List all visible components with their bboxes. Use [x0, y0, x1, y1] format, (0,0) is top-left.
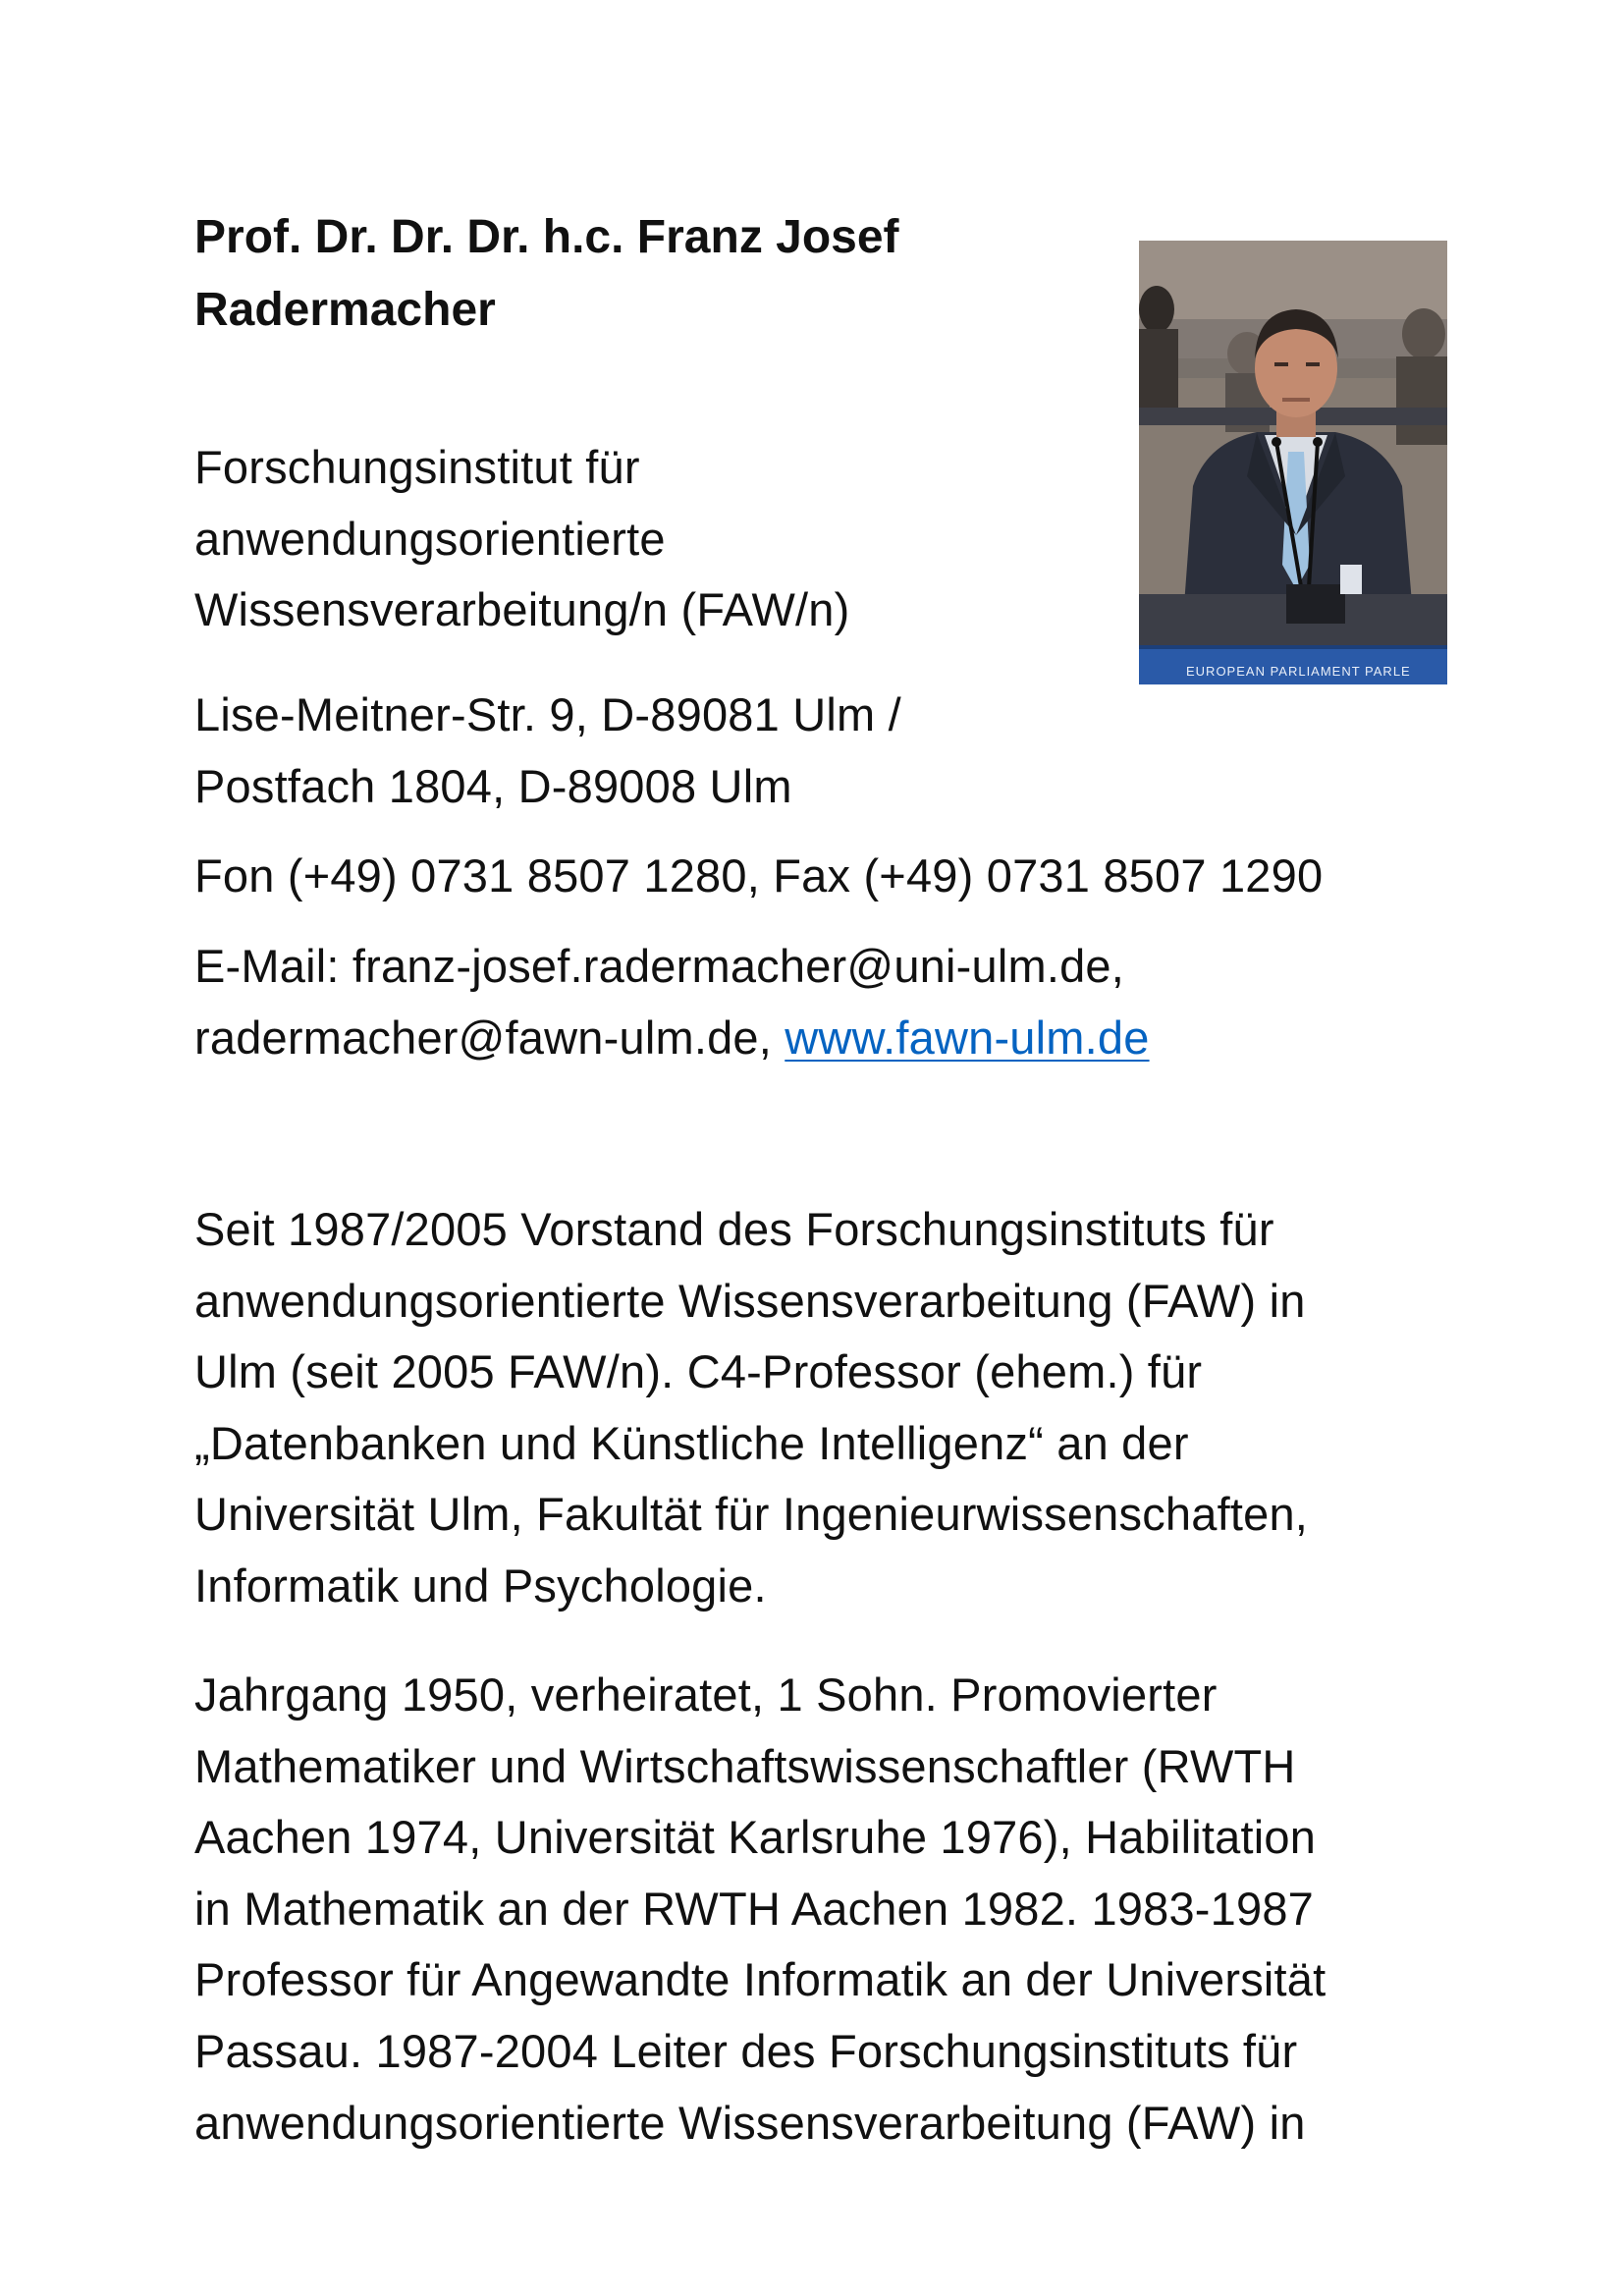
bio-line: anwendungsorientierte Wissensverarbeitung (FAW) in — [194, 2096, 1306, 2149]
address-line: Postfach 1804, D-89008 Ulm — [194, 759, 792, 812]
institute-line: Wissensverarbeitung/n (FAW/n) — [194, 583, 850, 636]
email-block — [194, 931, 1490, 1073]
portrait-illustration — [1139, 241, 1447, 684]
phone-fax-line — [194, 841, 1490, 912]
address-line: Lise-Meitner-Str. 9, D-89081 Ulm / — [194, 688, 901, 740]
bio-paragraph-1 — [194, 1194, 1471, 1622]
website-link[interactable]: www.fawn-ulm.de — [785, 1011, 1150, 1064]
bio-line: anwendungsorientierte Wissensverarbeitung (FAW) in — [194, 1274, 1306, 1327]
bio-line: Ulm (seit 2005 FAW/n). C4-Professor (ehem.) für — [194, 1345, 1203, 1398]
bio-line: Aachen 1974, Universität Karlsruhe 1976), Habilitation — [194, 1811, 1317, 1864]
bio-line: Passau. 1987-2004 Leiter des Forschungsinstituts für — [194, 2024, 1298, 2077]
bio-line: Jahrgang 1950, verheiratet, 1 Sohn. Promovierter — [194, 1668, 1218, 1721]
institute-line: anwendungsorientierte — [194, 512, 666, 565]
bio-line: Universität Ulm, Fakultät für Ingenieurwissenschaften, — [194, 1488, 1309, 1541]
name-line: Prof. Dr. Dr. Dr. h.c. Franz Josef — [194, 211, 899, 263]
photo-banner-text: EUROPEAN PARLIAMENT PARLE — [1186, 664, 1411, 679]
bio-paragraph-2 — [194, 1660, 1471, 2159]
bio-line: Professor für Angewandte Informatik an der Universität — [194, 1953, 1326, 2006]
institute-line: Forschungsinstitut für — [194, 441, 640, 493]
bio-line: in Mathematik an der RWTH Aachen 1982. 1983-1987 — [194, 1882, 1315, 1935]
address-block — [194, 680, 1078, 822]
email-secondary: radermacher@fawn-ulm.de, — [194, 1011, 785, 1064]
person-name-heading — [194, 201, 1039, 347]
bio-line: Seit 1987/2005 Vorstand des Forschungsinstituts für — [194, 1203, 1274, 1255]
phone-fax-text: Fon (+49) 0731 8507 1280, Fax (+49) 0731 8507 1290 — [194, 849, 1324, 902]
email-line: E-Mail: franz-josef.radermacher@uni-ulm.de, — [194, 940, 1125, 992]
bio-line: „Datenbanken und Künstliche Intelligenz“ an der — [194, 1416, 1189, 1469]
bio-line: Informatik und Psychologie. — [194, 1558, 767, 1612]
portrait-photo — [1139, 241, 1447, 684]
institute-block — [194, 432, 1078, 646]
email-line — [194, 1003, 1490, 1074]
bio-line: Mathematiker und Wirtschaftswissenschaftler (RWTH — [194, 1739, 1296, 1792]
name-line: Radermacher — [194, 284, 496, 336]
